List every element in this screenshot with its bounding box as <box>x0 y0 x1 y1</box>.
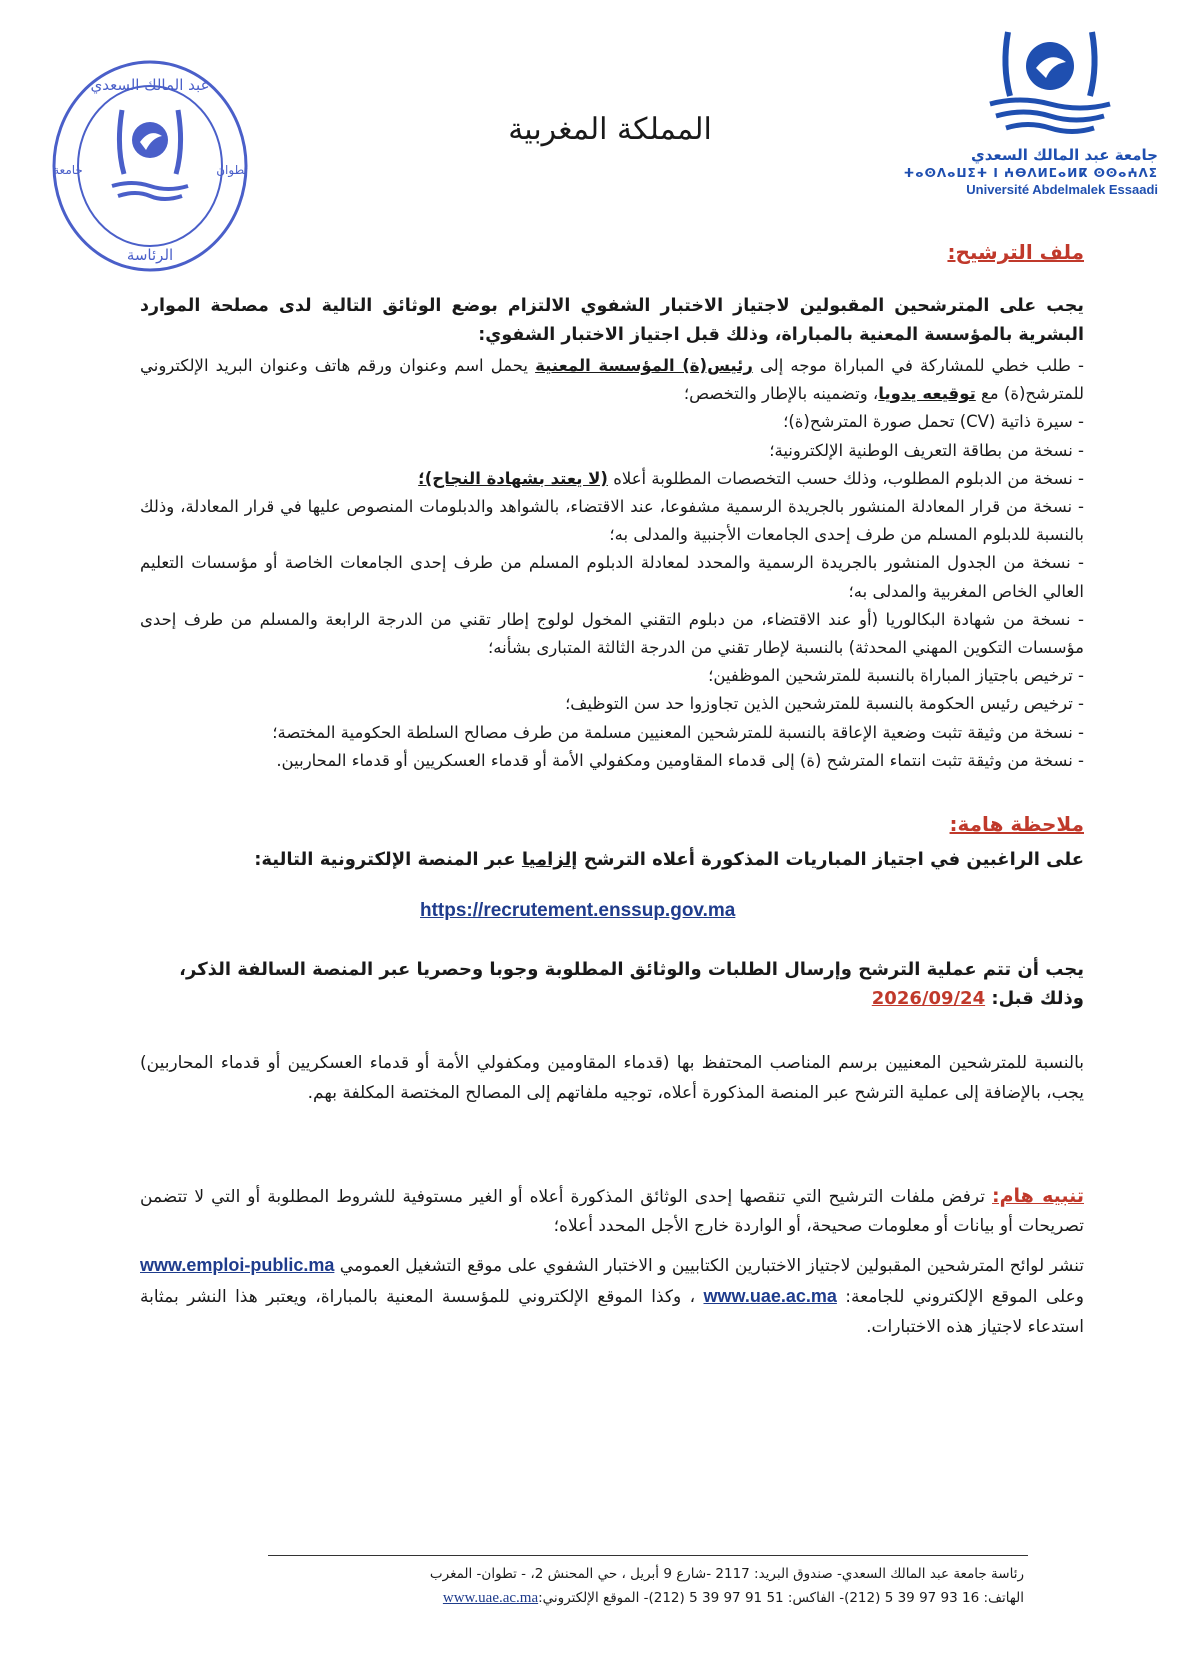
note-text: على الراغبين في اجتياز المباريات المذكورة أعلاه الترشح <box>577 849 1084 870</box>
seal-left-text: جامعة <box>53 163 83 177</box>
kingdom-heading: المملكة المغربية <box>508 112 712 147</box>
note-text: عبر المنصة الإلكترونية التالية: <box>254 849 522 870</box>
recruitment-platform-link[interactable]: https://recrutement.enssup.gov.ma <box>420 900 736 921</box>
item-emphasis: رئيس(ة) المؤسسة المعنية <box>535 356 753 375</box>
item-text: يحمل اسم وعنوان ورقم هاتف وعنوان البريد الإلكتروني للمترشح(ة) مع <box>140 356 1084 404</box>
publication-text: وعلى الموقع الإلكتروني للجامعة: <box>836 1287 1084 1307</box>
deadline-date: 2026/09/24 <box>871 988 986 1009</box>
item-text: - نسخة من الدبلوم المطلوب، وذلك حسب التخصصات المطلوبة أعلاه <box>607 468 1084 488</box>
publication-paragraph <box>140 1250 1084 1342</box>
item-text: ، وتضمينه بالإطار والتخصص؛ <box>683 384 879 404</box>
university-website-link[interactable]: www.uae.ac.ma <box>703 1286 837 1306</box>
university-logo <box>980 26 1120 136</box>
footer-contact <box>443 1590 1024 1607</box>
university-name-french: Université Abdelmalek Essaadi <box>966 182 1158 197</box>
emploi-public-link[interactable]: www.emploi-public.ma <box>140 1255 335 1275</box>
list-item: - نسخة من وثيقة تثبت وضعية الإعاقة بالنسبة للمترشحين المعنيين مسلمة من طرف مصالح السلطة الحكومية المختصة؛ <box>272 722 1084 742</box>
note-emphasis: إلزاميا <box>521 849 578 870</box>
footer-website-link[interactable]: www.uae.ac.ma <box>442 1590 539 1606</box>
footer-contact-text: الهاتف: 16 93 97 39 5 (212)- الفاكس: 51 91 97 39 5 (212)- الموقع الإلكتروني: <box>538 1590 1024 1606</box>
university-name-tifinagh: ⵜⴰⵙⴷⴰⵡⵉⵜ ⵏ ⵄⴱⴷⵍⵎⴰⵍⴽ ⵙⵙⴰⵄⴷⵉ <box>903 166 1158 180</box>
item-text: - طلب خطي للمشاركة في المباراة موجه إلى <box>752 356 1084 375</box>
list-item: - نسخة من وثيقة تثبت انتماء المترشح (ة) إلى قدماء المقاومين ومكفولي الأمة أو قدماء العسكريين أو قدماء المحاربين. <box>276 750 1084 770</box>
seal-right-text: تطوان <box>216 163 248 177</box>
seal-bottom-text: الرئاسة <box>126 246 174 264</box>
seal-top-text: عبد المالك السعدي <box>90 76 210 94</box>
item-emphasis: توقيعه يدويا <box>878 384 976 404</box>
list-item: - سيرة ذاتية (CV) تحمل صورة المترشح(ة)؛ <box>783 412 1084 432</box>
warning-paragraph <box>140 1182 1084 1241</box>
list-item: - نسخة من بطاقة التعريف الوطنية الإلكترونية؛ <box>769 440 1084 460</box>
publication-text: تنشر لوائح المترشحين المقبولين لاجتياز الاختبارين الكتابيين و الاختبار الشفوي على موقع التشغيل العمومي <box>334 1256 1084 1276</box>
deadline-label: وذلك قبل: <box>985 988 1084 1009</box>
footer-divider <box>268 1555 1028 1556</box>
note-paragraph <box>140 846 1084 874</box>
list-item <box>140 352 1084 408</box>
deadline-line <box>872 988 1084 1009</box>
list-item: - نسخة من شهادة البكالوريا (أو عند الاقتضاء، من دبلوم التقني المخول لولوج إطار تقني من الدرجة الرابعة والمسلم من طرف إحدى مؤسسات التكوين المهني المحدثة) بالنسبة لإطار تقني من الدرجة الثالثة المتبارى بشأنه؛ <box>140 609 1084 658</box>
list-item: - نسخة من الجدول المنشور بالجريدة الرسمية والمحدد لمعادلة الدبلوم المسلم من طرف إحدى الجامعات الخاصة أو مؤسسات التعليم العالي الخاص المغربية والمدلى به؛ <box>140 553 1084 601</box>
application-file-heading: ملف الترشيح: <box>947 240 1084 264</box>
intro-paragraph: يجب على المترشحين المقبولين لاجتياز الاختبار الشفوي الالتزام بوضع الوثائق التالية لدى مصلحة الموارد البشرية بالمؤسسة المعنية بالمباراة، وذلك قبل اجتياز الاختبار الشفوي: <box>140 296 1084 345</box>
list-item: - ترخيص باجتياز المباراة بالنسبة للمترشحين الموظفين؛ <box>708 666 1084 686</box>
warning-text: ترفض ملفات الترشيح التي تنقصها إحدى الوثائق المذكورة أعلاه أو الغير مستوفية للشروط المطلوبة أو التي لا تتضمن تصريحات أو بيانات أو معلومات صحيحة، أو الواردة خارج الأجل المحدد أعلاه؛ <box>140 1187 1084 1236</box>
footer-address: رئاسة جامعة عبد المالك السعدي- صندوق البريد: 2117 -شارع 9 أبريل ، حي المحنش 2، - تطوان- المغرب <box>429 1566 1024 1582</box>
list-item <box>140 465 1084 493</box>
warning-label: تنبيه هام: <box>992 1185 1084 1207</box>
deadline-paragraph: يجب أن تتم عملية الترشح وإرسال الطلبات والوثائق المطلوبة وجوبا وحصريا عبر المنصة السالفة الذكر، <box>179 959 1084 980</box>
list-item: - نسخة من قرار المعادلة المنشور بالجريدة الرسمية مشفوعا، عند الاقتضاء، بالشواهد والدبلومات المنصوص عليها في قرار المعادلة، وذلك بالنسبة للدبلوم المسلم من طرف إحدى الجامعات الأجنبية والمدلى به؛ <box>140 497 1084 545</box>
university-name-arabic: جامعة عبد المالك السعدي <box>971 146 1158 164</box>
publication-text: ، وكذا الموقع الإلكتروني للمؤسسة المعنية بالمباراة، ويعتبر هذا النشر بمثابة استدعاء لاجتياز هذه الاختبارات. <box>140 1287 1084 1337</box>
required-documents-list <box>140 352 1084 775</box>
important-note-heading: ملاحظة هامة: <box>949 812 1084 836</box>
reserved-posts-paragraph: بالنسبة للمترشحين المعنيين برسم المناصب المحتفظ بها (قدماء المقاومين ومكفولي الأمة أو قدماء العسكريين أو قدماء المحاربين) يجب، بالإضافة إلى عملية الترشح عبر المنصة المذكورة أعلاه، توجيه ملفاتهم إلى المصالح المختصة المكلفة بهم. <box>140 1053 1084 1103</box>
list-item: - ترخيص رئيس الحكومة بالنسبة للمترشحين الذين تجاوزوا حد سن التوظيف؛ <box>565 694 1084 714</box>
item-emphasis: (لا يعتد بشهادة النجاح)؛ <box>418 468 608 488</box>
presidency-seal-stamp <box>50 56 250 276</box>
